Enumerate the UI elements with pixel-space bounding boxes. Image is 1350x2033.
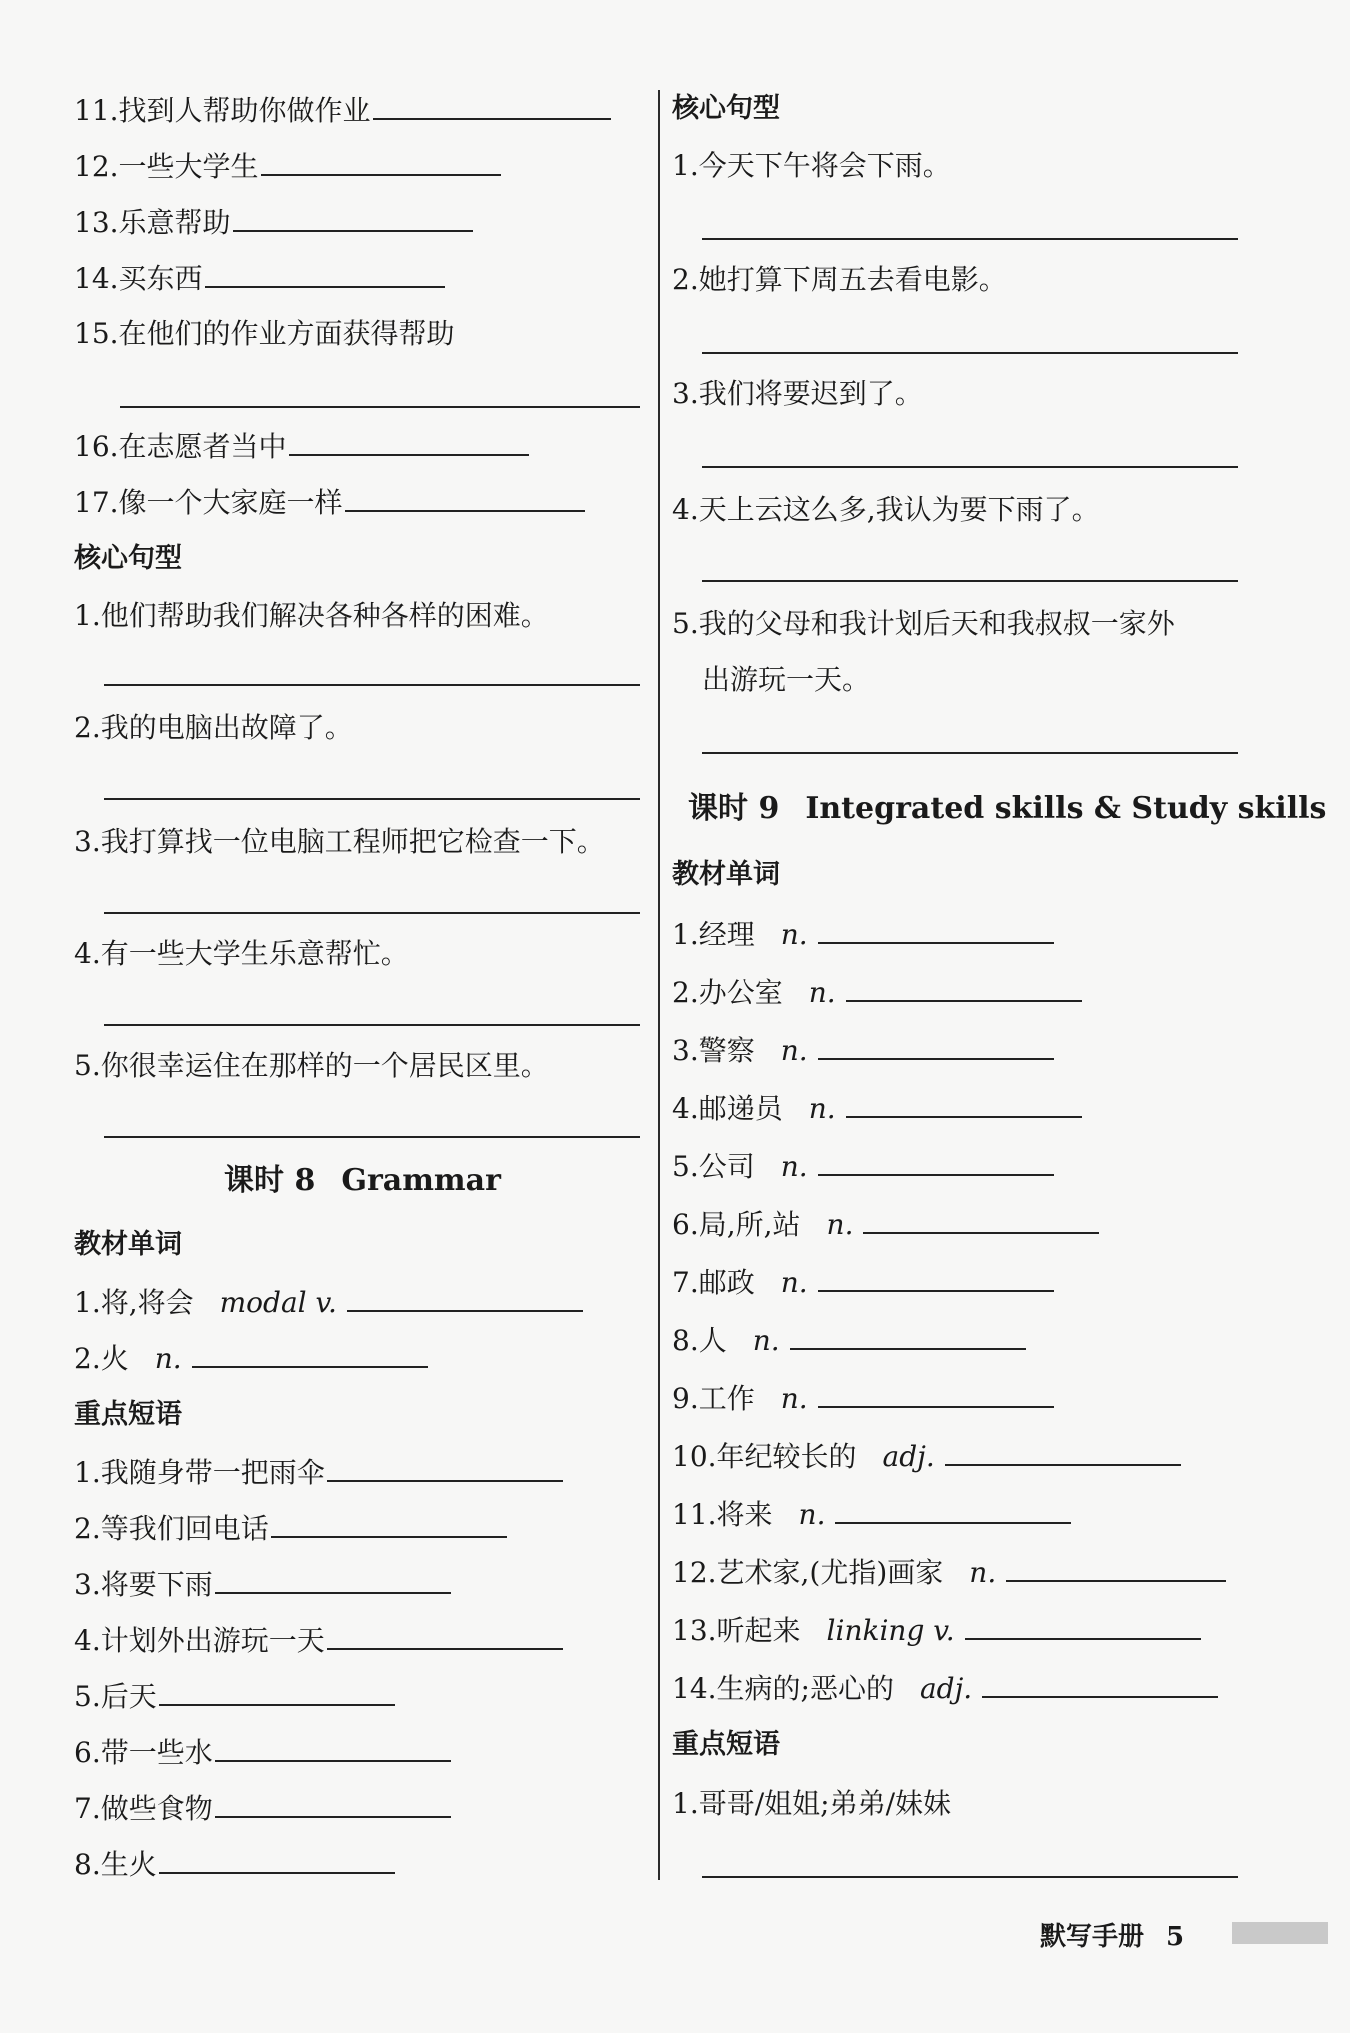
answer-blank[interactable] xyxy=(215,1734,451,1762)
answer-blank[interactable] xyxy=(345,484,585,512)
answer-blank[interactable] xyxy=(327,1622,563,1650)
answer-blank[interactable] xyxy=(818,1264,1054,1292)
phrase-item: 3.将要下雨 xyxy=(74,1566,451,1603)
footer-decoration xyxy=(1232,1922,1328,1944)
answer-blank[interactable] xyxy=(945,1438,1181,1466)
word-item: 12.艺术家,(尤指)画家 n. xyxy=(672,1554,1226,1591)
phrase-item: 11.找到人帮助你做作业 xyxy=(74,92,611,129)
word-item: 7.邮政 n. xyxy=(672,1264,1054,1301)
word-item: 4.邮递员 n. xyxy=(672,1090,1082,1127)
phrase-item: 1.我随身带一把雨伞 xyxy=(74,1454,563,1491)
answer-blank[interactable] xyxy=(271,1510,507,1538)
word-item: 5.公司 n. xyxy=(672,1148,1054,1185)
answer-blank[interactable] xyxy=(373,92,611,120)
page-number: 5 xyxy=(1166,1922,1185,1952)
answer-blank[interactable] xyxy=(261,148,501,176)
answer-line[interactable] xyxy=(702,350,1238,354)
answer-blank[interactable] xyxy=(846,974,1082,1002)
lesson-title: 课时 9 Integrated skills & Study skills xyxy=(688,791,1327,826)
section-heading: 重点短语 xyxy=(74,1399,182,1430)
answer-blank[interactable] xyxy=(818,916,1054,944)
phrase-item: 16.在志愿者当中 xyxy=(74,428,529,465)
answer-line[interactable] xyxy=(702,236,1238,240)
answer-line[interactable] xyxy=(104,1022,640,1026)
answer-blank[interactable] xyxy=(327,1454,563,1482)
sentence-item: 1.他们帮助我们解决各种各样的困难。 xyxy=(74,599,549,632)
answer-blank[interactable] xyxy=(233,204,473,232)
phrase-item: 13.乐意帮助 xyxy=(74,204,473,241)
answer-line[interactable] xyxy=(702,1874,1238,1878)
answer-blank[interactable] xyxy=(347,1284,583,1312)
lesson-title: 课时 8 Grammar xyxy=(224,1163,501,1198)
answer-blank[interactable] xyxy=(846,1090,1082,1118)
word-item: 6.局,所,站 n. xyxy=(672,1206,1099,1243)
answer-line[interactable] xyxy=(702,464,1238,468)
word-item: 13.听起来 linking v. xyxy=(672,1612,1201,1649)
word-item: 2.火 n. xyxy=(74,1340,428,1377)
word-item: 3.警察 n. xyxy=(672,1032,1054,1069)
answer-blank[interactable] xyxy=(982,1670,1218,1698)
phrase-item: 8.生火 xyxy=(74,1846,395,1883)
answer-blank[interactable] xyxy=(159,1846,395,1874)
page-footer xyxy=(1040,1916,1184,1953)
phrase-item: 6.带一些水 xyxy=(74,1734,451,1771)
word-item: 1.经理 n. xyxy=(672,916,1054,953)
section-heading: 教材单词 xyxy=(672,859,780,890)
answer-blank[interactable] xyxy=(192,1340,428,1368)
phrase-item: 12.一些大学生 xyxy=(74,148,501,185)
answer-blank[interactable] xyxy=(818,1380,1054,1408)
answer-blank[interactable] xyxy=(289,428,529,456)
answer-blank[interactable] xyxy=(818,1148,1054,1176)
word-item: 10.年纪较长的 adj. xyxy=(672,1438,1181,1475)
sentence-item: 4.有一些大学生乐意帮忙。 xyxy=(74,937,409,970)
word-item: 1.将,将会 modal v. xyxy=(74,1284,583,1321)
footer-title: 默写手册 xyxy=(1040,1922,1145,1952)
answer-blank[interactable] xyxy=(965,1612,1201,1640)
answer-blank[interactable] xyxy=(215,1790,451,1818)
sentence-item: 5.我的父母和我计划后天和我叔叔一家外 xyxy=(672,607,1175,640)
answer-blank[interactable] xyxy=(790,1322,1026,1350)
phrase-item: 5.后天 xyxy=(74,1678,395,1715)
word-item: 11.将来 n. xyxy=(672,1496,1071,1533)
answer-line[interactable] xyxy=(702,750,1238,754)
answer-blank[interactable] xyxy=(205,260,445,288)
sentence-item: 2.我的电脑出故障了。 xyxy=(74,711,353,744)
answer-line[interactable] xyxy=(104,796,640,800)
answer-line[interactable] xyxy=(120,404,640,408)
answer-line[interactable] xyxy=(104,910,640,914)
answer-blank[interactable] xyxy=(863,1206,1099,1234)
answer-blank[interactable] xyxy=(835,1496,1071,1524)
phrase-item: 7.做些食物 xyxy=(74,1790,451,1827)
sentence-item: 3.我打算找一位电脑工程师把它检查一下。 xyxy=(74,825,605,858)
phrase-item: 1.哥哥/姐姐;弟弟/妹妹 xyxy=(672,1787,952,1820)
answer-line[interactable] xyxy=(104,1134,640,1138)
sentence-item: 5.你很幸运住在那样的一个居民区里。 xyxy=(74,1049,549,1082)
answer-line[interactable] xyxy=(702,578,1238,582)
phrase-item: 14.买东西 xyxy=(74,260,445,297)
word-item: 14.生病的;恶心的 adj. xyxy=(672,1670,1218,1707)
phrase-item: 15.在他们的作业方面获得帮助 xyxy=(74,317,455,350)
column-divider xyxy=(658,90,660,1880)
word-item: 8.人 n. xyxy=(672,1322,1026,1359)
answer-blank[interactable] xyxy=(215,1566,451,1594)
sentence-item: 4.天上云这么多,我认为要下雨了。 xyxy=(672,493,1100,526)
section-heading: 重点短语 xyxy=(672,1729,780,1760)
phrase-item: 2.等我们回电话 xyxy=(74,1510,507,1547)
section-heading: 教材单词 xyxy=(74,1229,182,1260)
section-heading: 核心句型 xyxy=(672,93,780,124)
answer-blank[interactable] xyxy=(159,1678,395,1706)
sentence-item: 1.今天下午将会下雨。 xyxy=(672,149,951,182)
phrase-item: 4.计划外出游玩一天 xyxy=(74,1622,563,1659)
sentence-item: 2.她打算下周五去看电影。 xyxy=(672,263,1007,296)
answer-blank[interactable] xyxy=(818,1032,1054,1060)
phrase-item: 17.像一个大家庭一样 xyxy=(74,484,585,521)
answer-line[interactable] xyxy=(104,682,640,686)
sentence-item: 3.我们将要迟到了。 xyxy=(672,377,923,410)
section-heading: 核心句型 xyxy=(74,543,182,574)
word-item: 9.工作 n. xyxy=(672,1380,1054,1417)
sentence-item-cont: 出游玩一天。 xyxy=(702,663,871,696)
word-item: 2.办公室 n. xyxy=(672,974,1082,1011)
answer-blank[interactable] xyxy=(1006,1554,1226,1582)
